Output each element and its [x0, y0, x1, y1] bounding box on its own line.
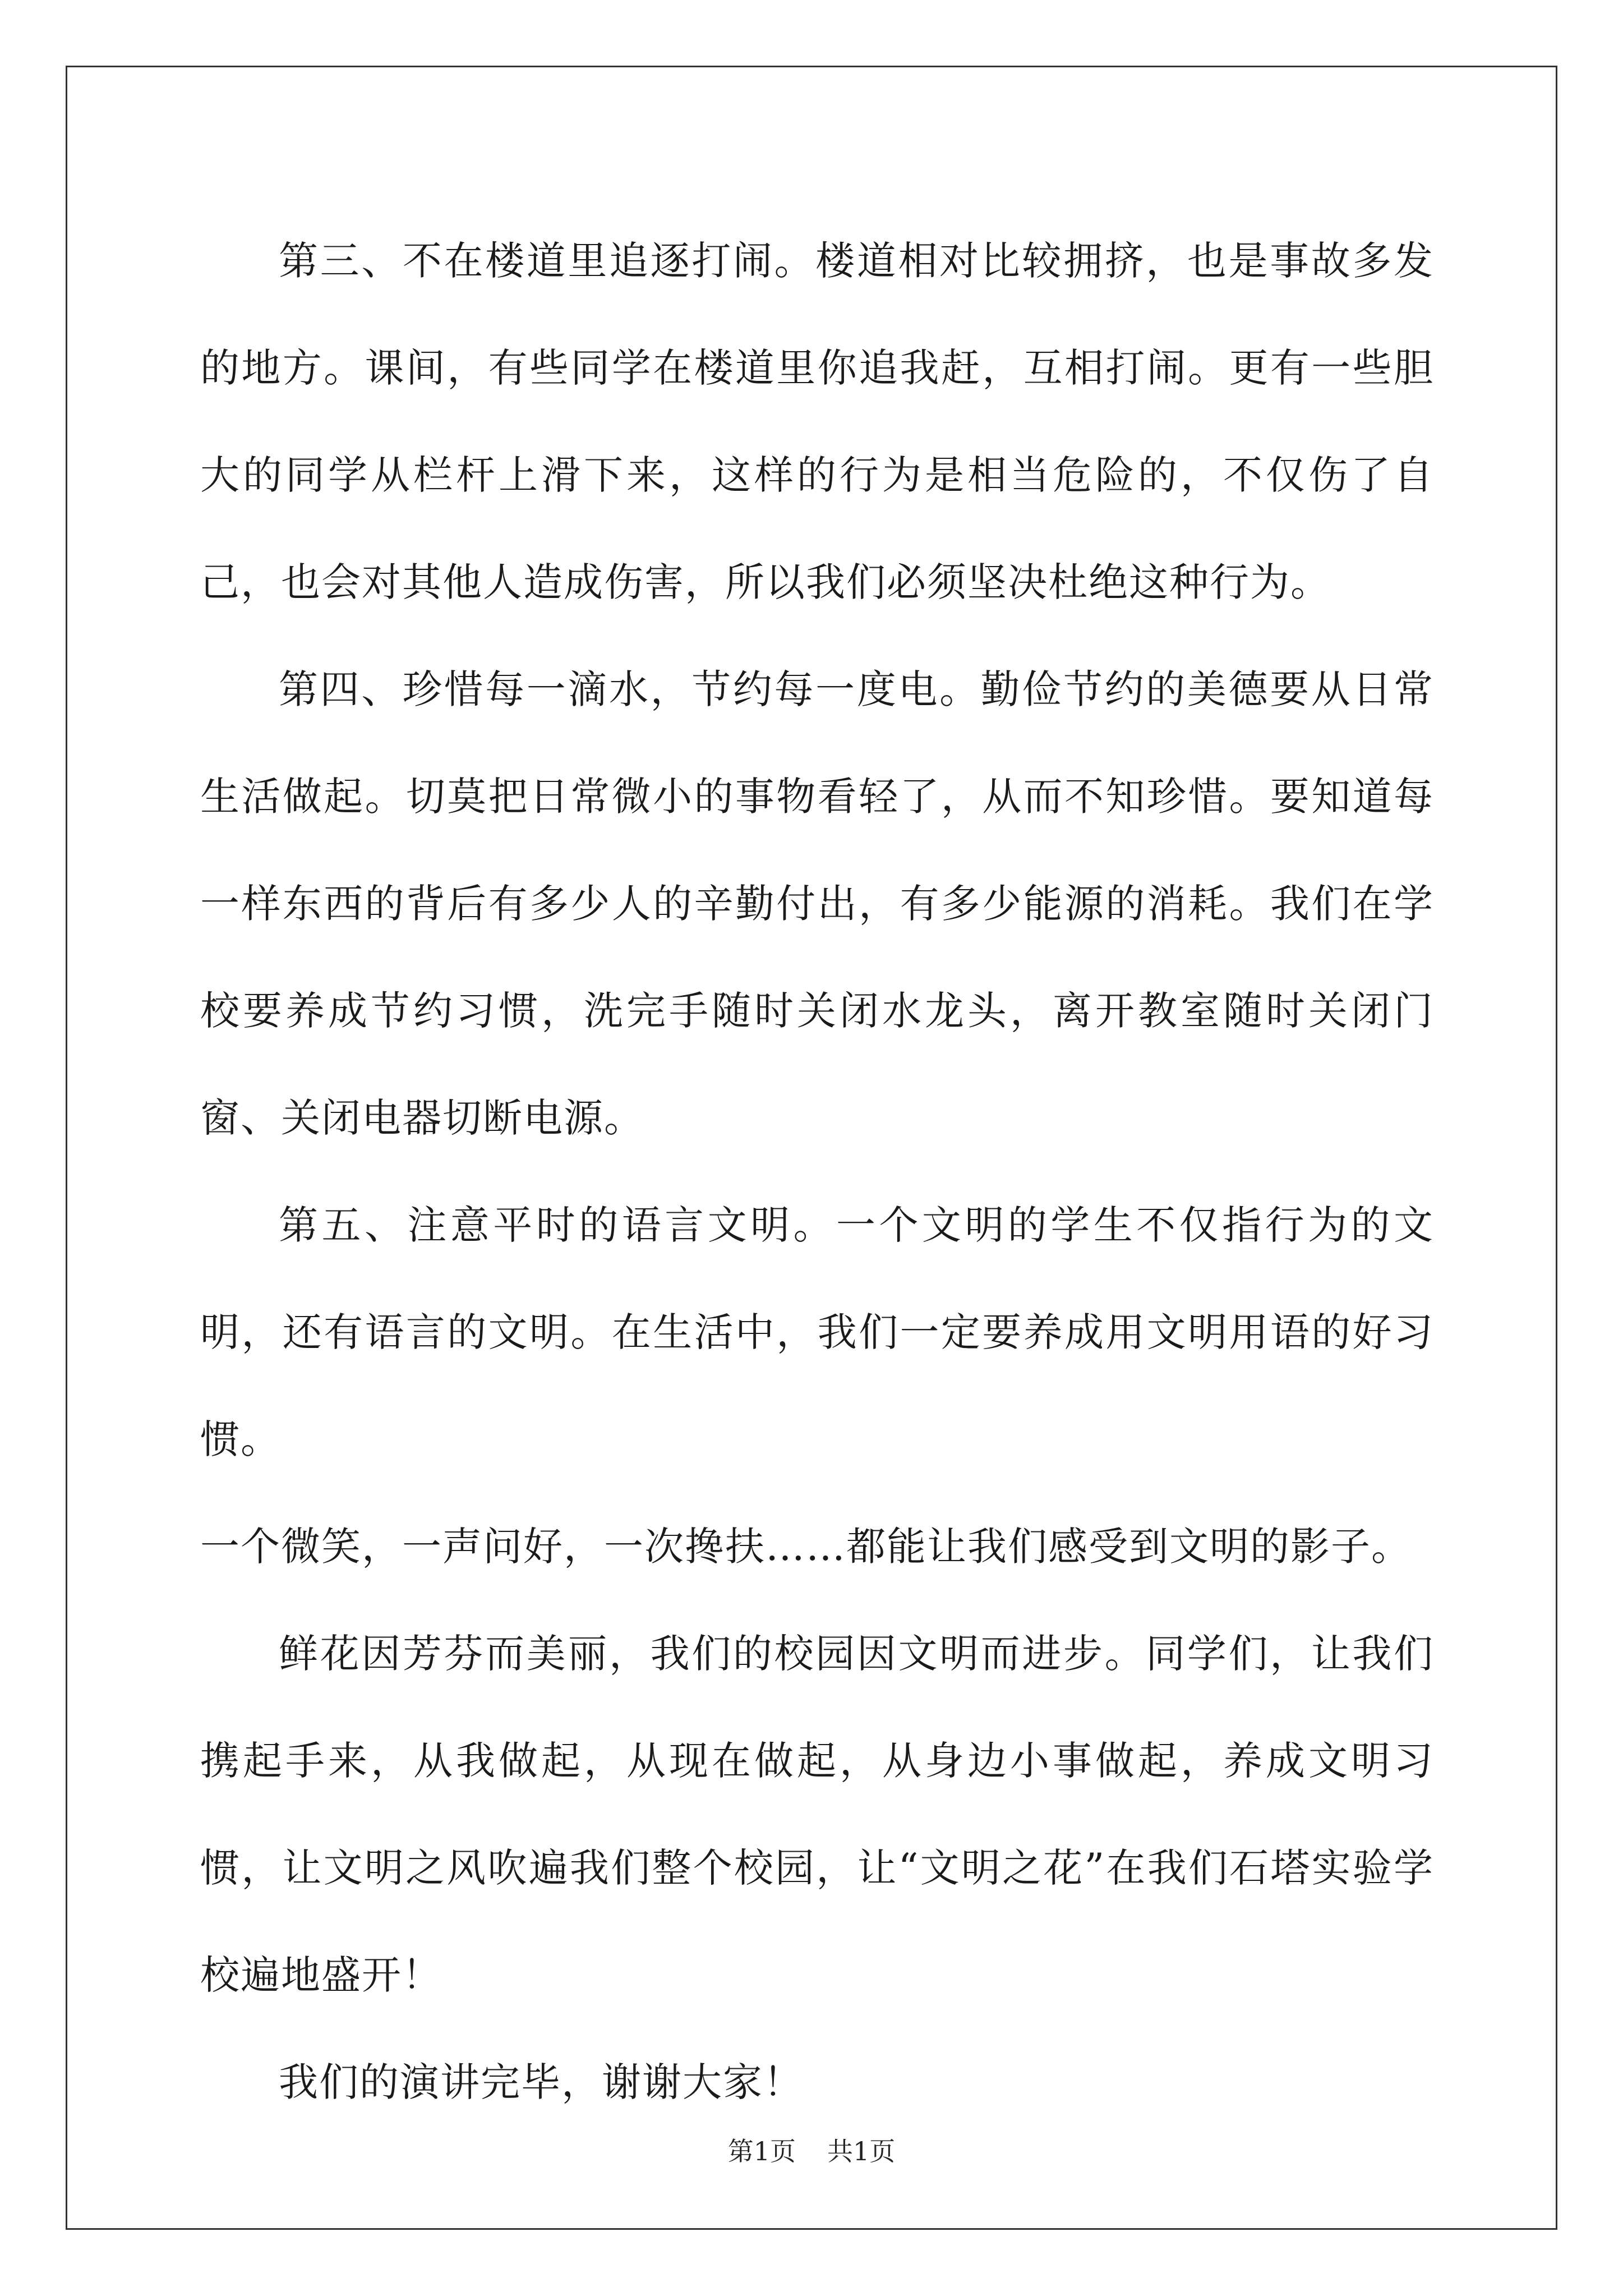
- paragraph-thanks: 我们的演讲完毕，谢谢大家！: [279, 2059, 804, 2105]
- paragraph-closing-call: 鲜花因芳芬而美丽，我们的校园因文明而进步。同学们，让我们携起手来，从我做起，从现在做起，从身边小事做起，养成文明习惯，让文明之风吹遍我们整个校园，让“文明之花”在我们石塔实验学校遍地盛开！: [200, 1631, 1434, 1998]
- paragraph-fifth-rule-continued: 一个微笑，一声问好，一次搀扶……都能让我们感受到文明的影子。: [200, 1524, 1412, 1570]
- page-total: 共1页: [827, 2136, 896, 2166]
- paragraph-third-rule: 第三、不在楼道里追逐打闹。楼道相对比较拥挤，也是事故多发的地方。课间，有些同学在楼道里你追我赶，互相打闹。更有一些胆大的同学从栏杆上滑下来，这样的行为是相当危险的，不仅伤了自己，也会对其他人造成伤害，所以我们必须坚决杜绝这种行为。: [200, 238, 1434, 605]
- paragraph-fourth-rule: 第四、珍惜每一滴水，节约每一度电。勤俭节约的美德要从日常生活做起。切莫把日常微小的事物看轻了，从而不知珍惜。要知道每一样东西的背后有多少人的辛勤付出，有多少能源的消耗。我们在学校要养成节约习惯，洗完手随时关闭水龙头，离开教室随时关闭门窗、关闭电器切断电源。: [200, 666, 1434, 1141]
- document-body: [200, 208, 1434, 2136]
- paragraph-fifth-rule: 第五、注意平时的语言文明。一个文明的学生不仅指行为的文明，还有语言的文明。在生活中，我们一定要养成用文明用语的好习惯。: [200, 1202, 1434, 1462]
- page-footer: [0, 2134, 1623, 2168]
- page-number: 第1页: [727, 2136, 796, 2166]
